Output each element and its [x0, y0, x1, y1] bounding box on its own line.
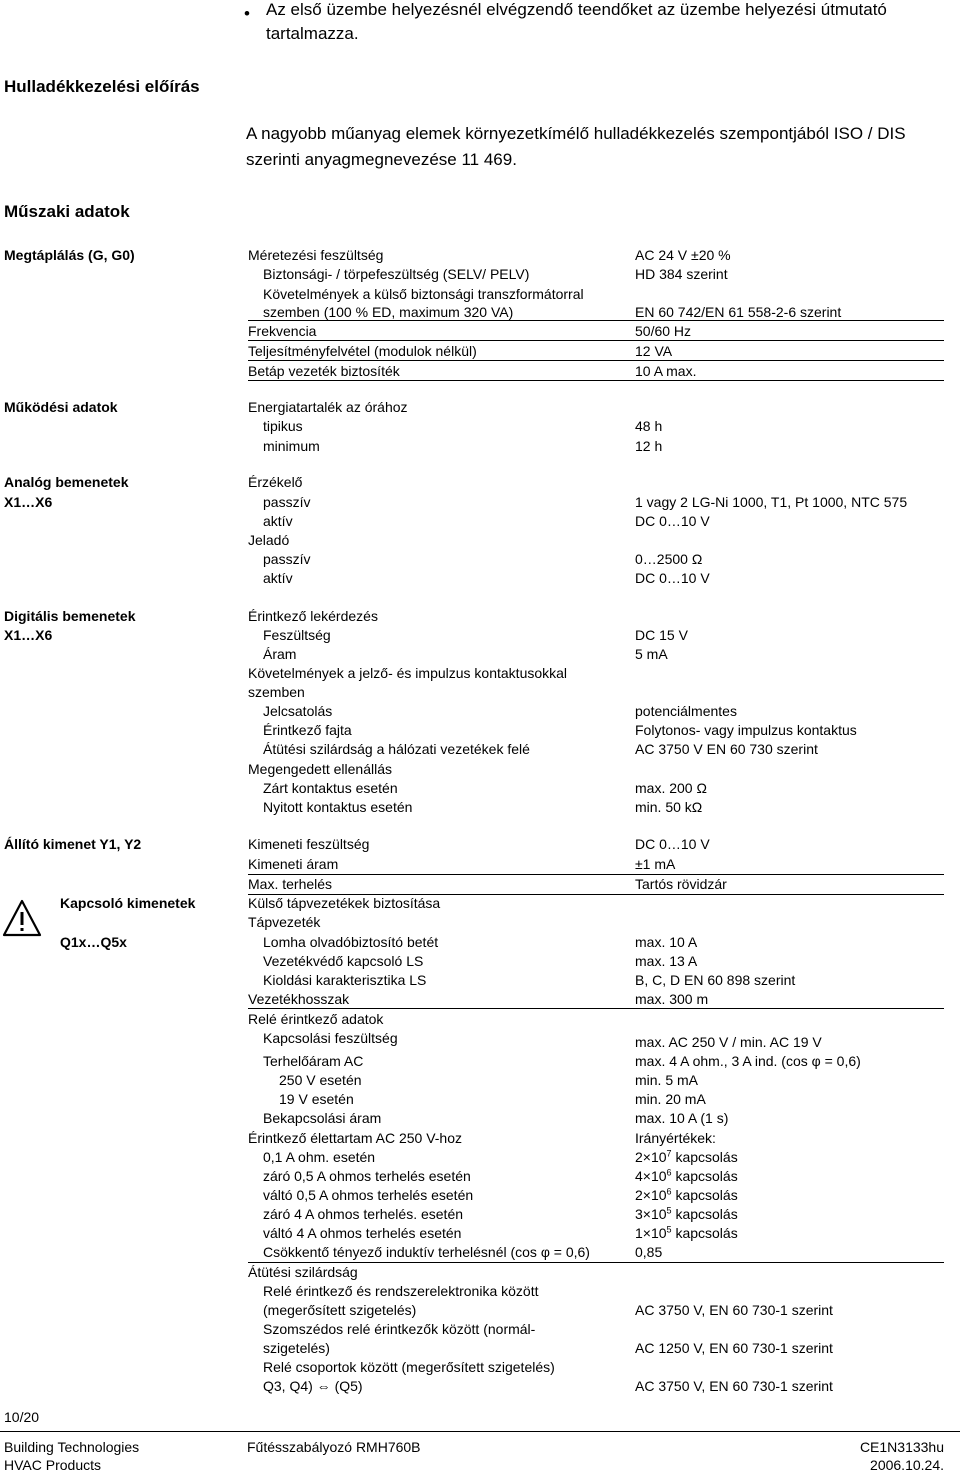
- row-value: max. 300 m: [635, 991, 709, 1007]
- row-label: Érzékelő: [248, 474, 303, 490]
- bullet-icon: •: [244, 4, 250, 23]
- row-label: Csökkentő tényező induktív terhelésnél (cos φ = 0,6): [263, 1244, 590, 1260]
- row-label: Max. terhelés: [248, 876, 333, 892]
- page-number: 10/20: [4, 1409, 40, 1425]
- section-analog-2: X1…X6: [4, 494, 53, 510]
- row-label: Lomha olvadóbiztosító betét: [263, 934, 439, 950]
- row-label: Feszültség: [263, 627, 331, 643]
- row-label: Átütési szilárdság a hálózati vezetékek felé: [263, 741, 530, 757]
- row-value: B, C, D EN 60 898 szerint: [635, 972, 796, 988]
- footer-company: Building Technologies: [4, 1439, 140, 1455]
- row-label: Relé érintkező adatok: [248, 1011, 384, 1027]
- row-label: Bekapcsolási áram: [263, 1110, 382, 1126]
- exponent: 7: [666, 1148, 672, 1159]
- row-value: max. 13 A: [635, 953, 698, 969]
- rule: [248, 380, 944, 381]
- row-value: DC 0…10 V: [635, 513, 710, 529]
- row-label: záró 4 A ohmos terhelés. esetén: [263, 1206, 464, 1222]
- row-label: 19 V esetén: [279, 1091, 354, 1107]
- row-label: tipikus: [263, 418, 303, 434]
- rule: [248, 1008, 944, 1009]
- row-label: Tápvezeték: [248, 914, 321, 930]
- rule: [248, 320, 944, 321]
- row-label: Jeladó: [248, 532, 290, 548]
- rule: [248, 1262, 944, 1263]
- row-value: 12 VA: [635, 343, 673, 359]
- intro-bullet-line1: Az első üzembe helyezésnél elvégzendő teendőket az üzembe helyezési útmutató: [266, 0, 887, 19]
- row-label: Külső tápvezetékek biztosítása: [248, 895, 441, 911]
- row-label: szigetelés): [263, 1340, 330, 1356]
- row-label: passzív: [263, 494, 311, 510]
- row-label: 250 V esetén: [279, 1072, 362, 1088]
- row-value: ±1 mA: [635, 856, 676, 872]
- row-value: max. 4 A ohm., 3 A ind. (cos φ = 0,6): [635, 1053, 861, 1069]
- row-value: Irányértékek:: [635, 1130, 716, 1146]
- row-value: AC 24 V ±20 %: [635, 247, 731, 263]
- row-value: $1\times 10^5$ kapcsolás: [635, 1224, 738, 1241]
- row-label: váltó 4 A ohmos terhelés esetén: [263, 1225, 462, 1241]
- row-label: Szomszédos relé érintkezők között (normál-: [263, 1321, 536, 1337]
- row-value: AC 3750 V, EN 60 730-1 szerint: [635, 1378, 833, 1394]
- row-label: Kapcsolási feszültség: [263, 1030, 398, 1046]
- row-label: Átütési szilárdság: [248, 1264, 358, 1280]
- row-value: 0…2500 Ω: [635, 551, 703, 567]
- row-label: Nyitott kontaktus esetén: [263, 799, 413, 815]
- rule: [248, 340, 944, 341]
- row-value: 48 h: [635, 418, 663, 434]
- row-label: záró 0,5 A ohmos terhelés esetén: [263, 1168, 471, 1184]
- section-power: Megtáplálás (G, G0): [4, 247, 135, 263]
- row-label: Relé csoportok között (megerősített szigetelés): [263, 1359, 555, 1375]
- footer-doc-id: CE1N3133hu: [859, 1439, 944, 1455]
- exponent: 6: [666, 1167, 672, 1178]
- row-label: Érintkező lekérdezés: [248, 608, 378, 624]
- section-digital-2: X1…X6: [4, 627, 53, 643]
- row-label: szemben: [248, 684, 305, 700]
- row-label: Biztonsági- / törpefeszültség (SELV/ PELV): [263, 266, 530, 282]
- row-value: DC 15 V: [635, 627, 688, 643]
- intro-bullet-line2: tartalmazza.: [266, 24, 359, 43]
- row-label: (megerősített szigetelés): [263, 1302, 417, 1318]
- footer-division: HVAC Products: [4, 1457, 101, 1473]
- row-label: Teljesítményfelvétel (modulok nélkül): [248, 343, 477, 359]
- row-label: Kimeneti feszültség: [248, 836, 370, 852]
- row-label: Energiatartalék az órához: [248, 399, 408, 415]
- row-value: AC 3750 V EN 60 730 szerint: [635, 741, 818, 757]
- row-value: min. 20 mA: [635, 1091, 706, 1107]
- row-label: Vezetékvédő kapcsoló LS: [263, 953, 424, 969]
- row-value: min. 50 kΩ: [635, 799, 703, 815]
- row-label: Követelmények a külső biztonsági transzformátorral: [263, 286, 584, 302]
- row-label: Jelcsatolás: [263, 703, 333, 719]
- row-value: $3\times 10^5$ kapcsolás: [635, 1205, 738, 1222]
- row-value: $4\times 10^6$ kapcsolás: [635, 1167, 738, 1184]
- footer-date: 2006.10.24.: [870, 1457, 944, 1473]
- row-value: 12 h: [635, 438, 663, 454]
- row-value: DC 0…10 V: [635, 570, 710, 586]
- warning-icon: [2, 898, 42, 938]
- rule: [248, 894, 944, 895]
- section-operation: Működési adatok: [4, 399, 118, 415]
- section-actuator: Állító kimenet Y1, Y2: [4, 836, 142, 852]
- row-label: Frekvencia: [248, 323, 317, 339]
- row-value: max. 10 A: [635, 934, 698, 950]
- section-digital-1: Digitális bemenetek: [4, 608, 136, 624]
- row-label: Vezetékhosszak: [248, 991, 350, 1007]
- section-analog-1: Analóg bemenetek: [4, 474, 129, 490]
- row-value: DC 0…10 V: [635, 836, 710, 852]
- row-label: passzív: [263, 551, 311, 567]
- exponent: 5: [666, 1205, 672, 1216]
- row-value: 0,85: [635, 1244, 663, 1260]
- row-label: szemben (100 % ED, maximum 320 VA): [263, 304, 514, 320]
- exponent: 6: [666, 1186, 672, 1197]
- row-label: Zárt kontaktus esetén: [263, 780, 398, 796]
- footer-rule: [0, 1431, 960, 1432]
- row-label: Terhelőáram AC: [263, 1053, 364, 1069]
- row-value: 5 mA: [635, 646, 668, 662]
- row-value: $2\times 10^6$ kapcsolás: [635, 1186, 738, 1203]
- waste-text-line1: A nagyobb műanyag elemek környezetkímélő hulladékkezelés szempontjából ISO / DIS: [246, 124, 906, 143]
- row-label: Q3, Q4) ⇔ (Q5): [263, 1378, 363, 1394]
- row-label: Megengedett ellenállás: [248, 761, 392, 777]
- row-value: max. 200 Ω: [635, 780, 707, 796]
- row-value: max. AC 250 V / min. AC 19 V: [635, 1034, 822, 1050]
- row-value: Tartós rövidzár: [635, 876, 727, 892]
- section-switch-2: Q1x…Q5x: [60, 934, 127, 950]
- waste-heading: Hulladékkezelési előírás: [4, 77, 200, 96]
- row-label: Méretezési feszültség: [248, 247, 384, 263]
- waste-text-line2: szerinti anyagmegnevezése 11 469.: [246, 150, 517, 169]
- row-value: $2\times 10^7$ kapcsolás: [635, 1148, 738, 1165]
- row-value: Folytonos- vagy impulzus kontaktus: [635, 722, 857, 738]
- row-label: aktív: [263, 513, 293, 529]
- row-label: Követelmények a jelző- és impulzus kontaktusokkal: [248, 665, 568, 681]
- row-label: Kioldási karakterisztika LS: [263, 972, 427, 988]
- row-value: EN 60 742/EN 61 558-2-6 szerint: [635, 304, 842, 320]
- row-label: Áram: [263, 646, 297, 662]
- row-label: Érintkező fajta: [263, 722, 352, 738]
- row-value: 1 vagy 2 LG-Ni 1000, T1, Pt 1000, NTC 575: [635, 494, 908, 510]
- row-label: Betáp vezeték biztosíték: [248, 363, 400, 379]
- row-label: Kimeneti áram: [248, 856, 339, 872]
- row-value: min. 5 mA: [635, 1072, 699, 1088]
- rule: [248, 360, 944, 361]
- row-value: AC 3750 V, EN 60 730-1 szerint: [635, 1302, 833, 1318]
- row-value: HD 384 szerint: [635, 266, 728, 282]
- row-value: potenciálmentes: [635, 703, 737, 719]
- row-label: aktív: [263, 570, 293, 586]
- row-label: Relé érintkező és rendszerelektronika között: [263, 1283, 539, 1299]
- exponent: 5: [666, 1224, 672, 1235]
- row-label: váltó 0,5 A ohmos terhelés esetén: [263, 1187, 474, 1203]
- footer-product: Fűtésszabályozó RMH760B: [247, 1439, 421, 1455]
- rule: [248, 874, 944, 875]
- row-value: 10 A max.: [635, 363, 697, 379]
- row-label: Érintkező élettartam AC 250 V-hoz: [248, 1130, 462, 1146]
- row-label: minimum: [263, 438, 320, 454]
- row-value: max. 10 A (1 s): [635, 1110, 729, 1126]
- row-value: AC 1250 V, EN 60 730-1 szerint: [635, 1340, 833, 1356]
- row-value: 50/60 Hz: [635, 323, 692, 339]
- tech-heading: Műszaki adatok: [4, 202, 130, 221]
- section-switch-1: Kapcsoló kimenetek: [60, 895, 196, 911]
- row-label: 0,1 A ohm. esetén: [263, 1149, 376, 1165]
